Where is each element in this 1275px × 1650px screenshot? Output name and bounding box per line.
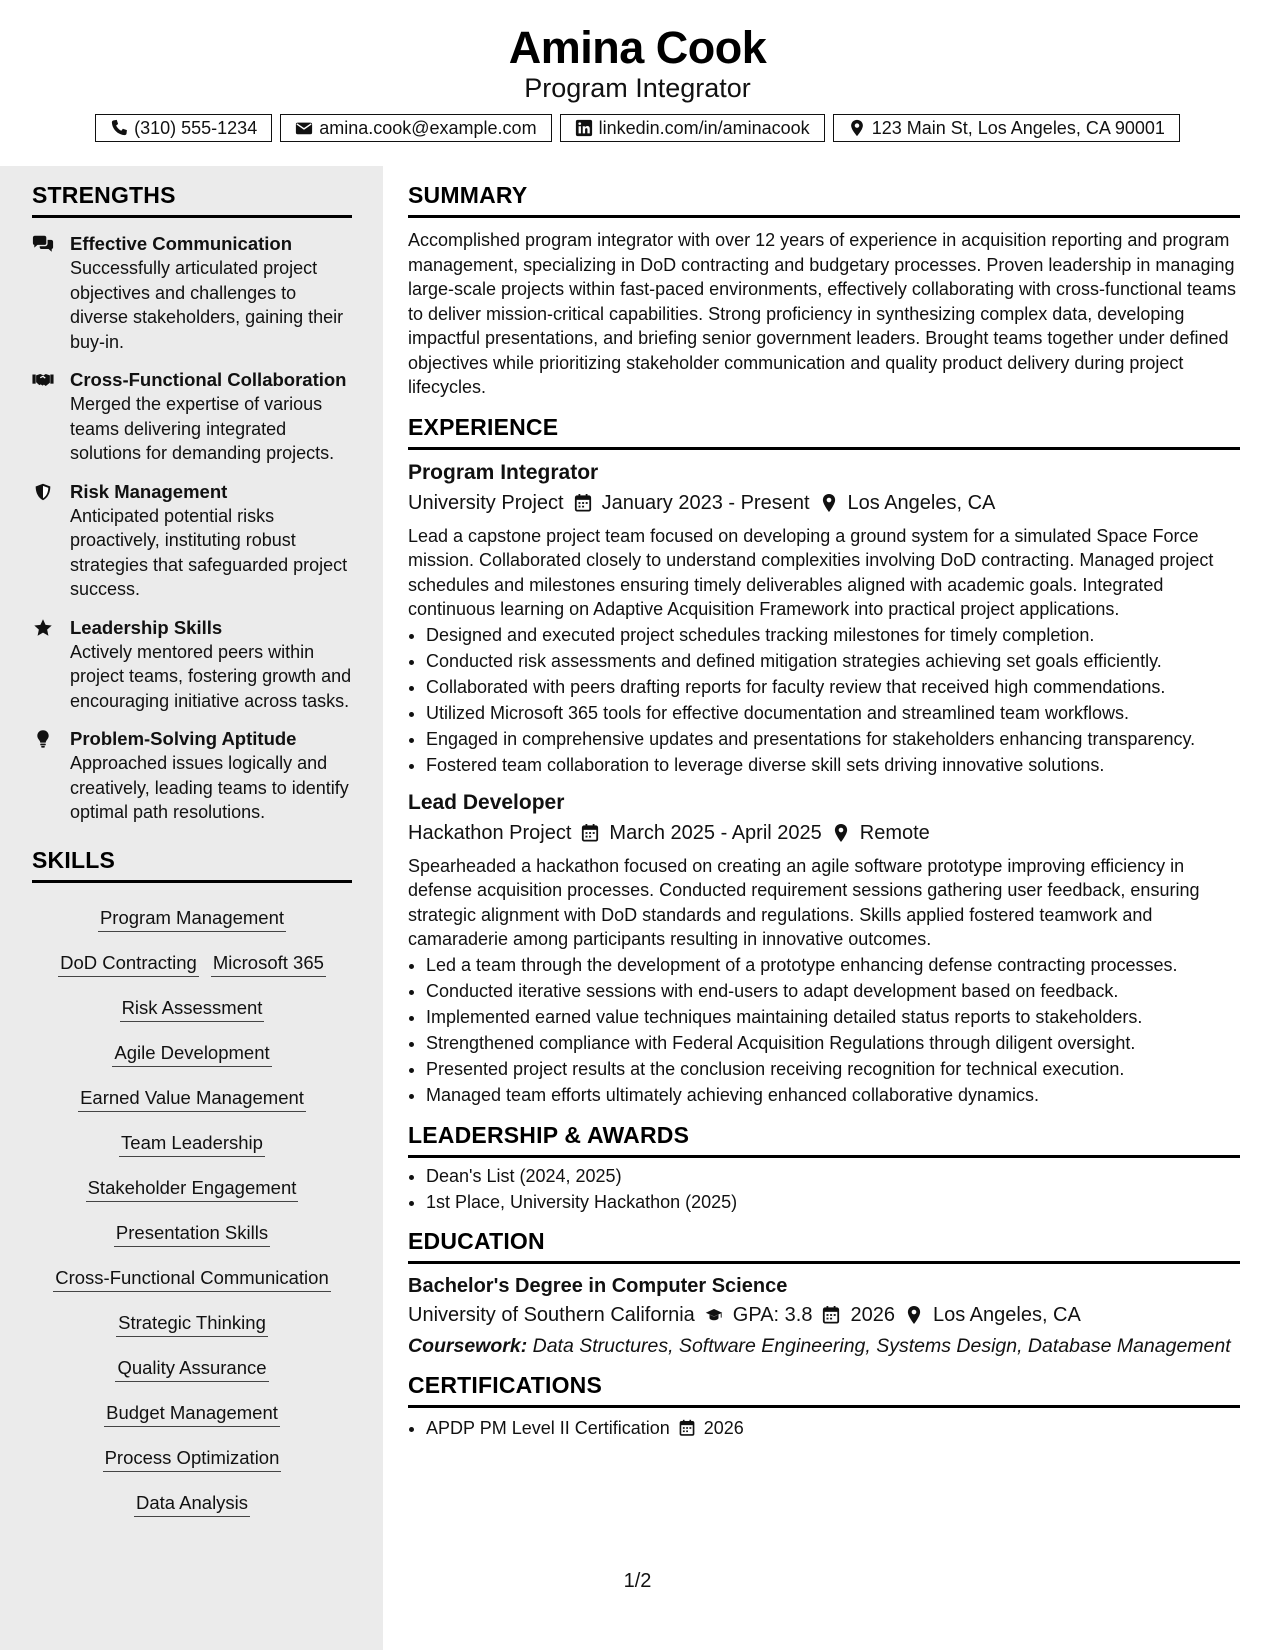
job-dates: January 2023 - Present [601,491,810,514]
skill-tag: Budget Management [104,1401,280,1427]
job-entry [408,458,1240,778]
map-pin-icon [905,1306,923,1324]
job-bullet: • Conducted iterative sessions with end-users to adapt development based on feedback. [426,979,1240,1004]
summary-heading: SUMMARY [408,182,1240,218]
job-bullets [408,953,1240,1108]
skills-list [32,897,352,1527]
skill-tag: Data Analysis [134,1491,250,1517]
skill-tag: Risk Assessment [120,996,265,1022]
job-description: Spearheaded a hackathon focused on creating an agile software prototype improving efficiency in defense acquisition processes. Conducted requirement sessions gathering user feedback, ensuring strategic alignment with DoD standards and regulations. Skills applied fostered teamwork and camaraderie among participants resulting in innovative outcomes. [408,855,1200,949]
strength-item [32,480,352,602]
job-bullet: • Led a team through the development of a prototype enhancing defense contracting processes. [426,953,1240,978]
coursework [408,1334,1240,1358]
skill-tag: Program Management [98,906,286,932]
skill-tag: Presentation Skills [114,1221,270,1247]
job-organization: Hackathon Project [408,821,572,844]
contact-address-text: 123 Main St, Los Angeles, CA 90001 [871,117,1165,138]
page-number: 1/2 [623,1570,652,1592]
education-heading: EDUCATION [408,1228,1240,1264]
strength-item [32,232,352,354]
strength-description: Actively mentored peers within project teams, fostering growth and encouraging initiative across tasks. [70,641,352,711]
award-item: • Dean's List (2024, 2025) [426,1164,1240,1189]
gpa: GPA: 3.8 [732,1304,813,1326]
summary-text: Accomplished program integrator with over 12 years of experience in acquisition reporting and program management, specializing in DoD contracting and budgetary processes. Proven leadership in managing large-scale projects within fast-paced environments, effectively collaborating with cross-functional teams to deliver mission-critical capabilities. Strong proficiency in synthesizing complex data, developing impactful presentations, and briefing senior government leaders. Brought teams together under defined objectives while prioritizing stakeholder communication and quality product delivery during project lifecycles. [408,230,1237,397]
job-bullet: • Implemented earned value techniques maintaining detailed status reports to stakeholders. [426,1005,1240,1030]
certifications-heading: CERTIFICATIONS [408,1372,1240,1408]
contact-phone[interactable] [95,114,272,142]
contact-phone-text: (310) 555-1234 [134,117,258,138]
education-section [408,1228,1240,1358]
candidate-role: Program Integrator [524,73,751,103]
school-location: Los Angeles, CA [932,1304,1081,1326]
skill-tag: Process Optimization [103,1446,282,1472]
contact-email[interactable] [280,114,551,142]
strength-description: Successfully articulated project objectives and challenges to diverse stakeholders, gaining their buy-in. [70,258,344,352]
job-meta [408,488,1240,518]
handshake-icon [32,368,58,466]
skill-tag: Team Leadership [119,1131,265,1157]
calendar-icon [574,494,592,512]
calendar-icon [678,1419,696,1437]
job-bullet: • Utilized Microsoft 365 tools for effective documentation and streamlined team workflows. [426,701,1240,726]
job-bullet: • Fostered team collaboration to leverage diverse skill sets driving innovative solutions. [426,753,1240,778]
phone-icon [110,119,128,137]
job-bullet: • Strengthened compliance with Federal Acquisition Regulations through diligent oversight. [426,1031,1240,1056]
experience-heading: EXPERIENCE [408,414,1240,450]
lightbulb-icon [32,727,58,825]
skill-tag: Microsoft 365 [211,951,326,977]
job-organization: University Project [408,491,564,514]
education-meta [408,1300,1240,1330]
graduation-cap-icon [705,1306,723,1324]
skill-tag: Stakeholder Engagement [86,1176,299,1202]
job-location: Los Angeles, CA [847,491,996,514]
contact-linkedin-text: linkedin.com/in/aminacook [598,117,810,138]
award-item: • 1st Place, University Hackathon (2025) [426,1190,1240,1215]
job-entry [408,788,1240,1108]
strength-title: Effective Communication [70,233,293,254]
job-description: Lead a capstone project team focused on developing a ground system for a simulated Space Force mission. Collaborated closely to understand complexities involving DoD contracting. Managed project schedules and milestones ensuring timely deliverables aligned with academic goals. Integrated continuous learning on Adaptive Acquisition Framework into practical project applications. [408,525,1214,619]
contact-bar [0,114,1275,142]
right-column [408,182,1240,1441]
strength-description: Merged the expertise of various teams delivering integrated solutions for demanding projects. [70,394,335,463]
certification-item [426,1416,1240,1441]
skill-tag: Earned Value Management [78,1086,306,1112]
strength-title: Risk Management [70,480,228,502]
contact-email-text: amina.cook@example.com [319,117,537,138]
skill-tag: Cross-Functional Communication [53,1266,331,1292]
job-meta [408,818,1240,848]
certifications-list [408,1416,1240,1441]
job-bullet: • Collaborated with peers drafting reports for faculty review that received high commendations. [426,675,1240,700]
skill-tag: Quality Assurance [115,1356,268,1382]
candidate-name: Amina Cook [508,22,767,73]
job-title: Lead Developer [408,790,565,814]
experience-section [408,414,1240,1108]
job-bullet: • Designed and executed project schedules tracking milestones for timely completion. [426,623,1240,648]
awards-list [408,1164,1240,1215]
certification-name: • APDP PM Level II Certification [426,1418,670,1438]
map-pin-icon [832,824,850,842]
strength-item [32,616,352,714]
awards-section [408,1122,1240,1215]
degree-title: Bachelor's Degree in Computer Science [408,1275,788,1297]
awards-heading: LEADERSHIP & AWARDS [408,1122,1240,1158]
left-column [32,182,352,1527]
skill-tag: Agile Development [112,1041,271,1067]
coursework-label: Coursework: [408,1335,528,1357]
map-pin-icon [848,119,866,137]
calendar-icon [581,824,599,842]
job-location: Remote [859,821,930,844]
contact-address[interactable] [833,114,1180,142]
job-bullet: • Engaged in comprehensive updates and presentations for stakeholders enhancing transparency. [426,727,1240,752]
contact-linkedin[interactable] [560,114,825,142]
star-icon [32,616,58,714]
graduation-year: 2026 [850,1304,895,1326]
certification-year: 2026 [703,1418,744,1438]
strength-title: Leadership Skills [70,616,223,638]
job-bullets [408,623,1240,778]
strength-title: Cross-Functional Collaboration [70,369,347,390]
skill-tag: DoD Contracting [58,951,199,977]
school-name: University of Southern California [408,1304,695,1326]
job-bullet: • Managed team efforts ultimately achieving enhanced collaborative dynamics. [426,1083,1240,1108]
coursework-list: Data Structures, Software Engineering, Systems Design, Database Management [532,1335,1231,1357]
strength-title: Problem-Solving Aptitude [70,728,297,749]
skills-heading: SKILLS [32,847,352,883]
calendar-icon [822,1306,840,1324]
strength-item [32,368,352,466]
job-title: Program Integrator [408,460,599,484]
envelope-icon [295,119,313,137]
shield-icon [32,480,58,602]
comments-icon [32,232,58,354]
map-pin-icon [820,494,838,512]
strength-description: Approached issues logically and creatively, leading teams to identify optimal path resolutions. [70,753,349,822]
strength-item [32,727,352,825]
strengths-heading: STRENGTHS [32,182,352,218]
skill-tag: Strategic Thinking [116,1311,268,1337]
job-dates: March 2025 - April 2025 [609,821,822,844]
linkedin-icon [575,119,593,137]
certifications-section [408,1372,1240,1441]
job-bullet: • Conducted risk assessments and defined mitigation strategies achieving set goals efficiently. [426,649,1240,674]
strength-description: Anticipated potential risks proactively, instituting robust strategies that safeguarded project success. [70,505,348,599]
job-bullet: • Presented project results at the conclusion receiving recognition for technical execution. [426,1057,1240,1082]
